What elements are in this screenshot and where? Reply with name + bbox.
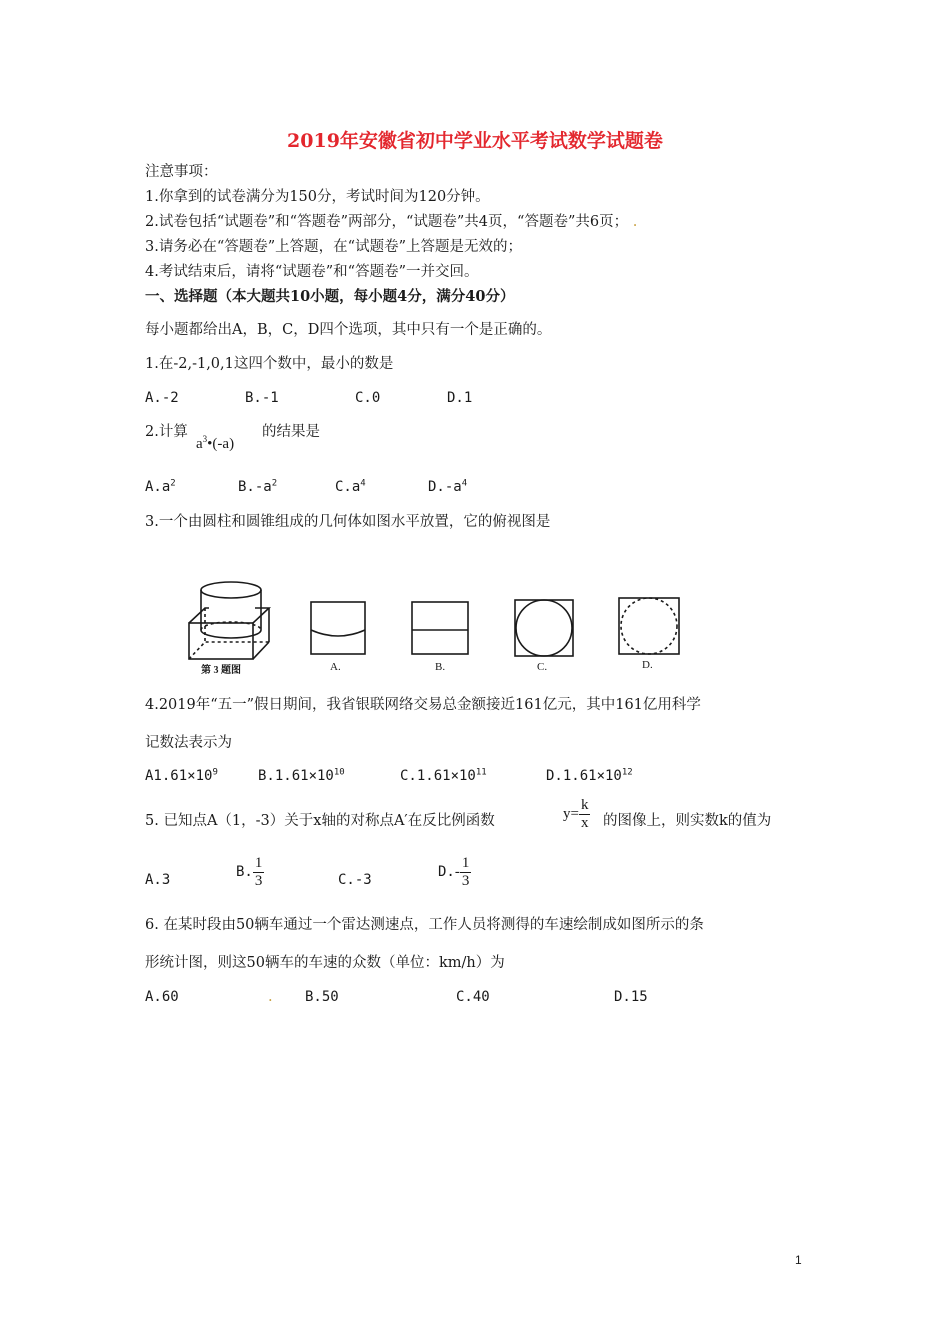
q5-option-c: C.-3 — [338, 872, 372, 888]
q4-stem-line1: 4.2019年“五一”假日期间，我省银联网络交易总金额接近161亿元，其中161亿用科学 — [145, 697, 701, 713]
q3-option-c-label: C. — [537, 661, 548, 673]
q2-option-c: $C.a^4$ — [335, 478, 366, 495]
q3-option-a-shape — [311, 602, 365, 654]
section-intro: 每小题都给出A，B，C，D四个选项，其中只有一个是正确的。 — [145, 322, 552, 338]
notice-item-3: 3.请务必在“答题卷”上答题，在“试题卷”上答题是无效的； — [145, 239, 522, 255]
q5-function: y= $\frac{k}{x}$ — [563, 797, 589, 831]
q1-stem: 1.在-2,-1,0,1这四个数中，最小的数是 — [145, 356, 394, 372]
q3-stem: 3.一个由圆柱和圆锥组成的几何体如图水平放置，它的俯视图是 — [145, 514, 551, 530]
q3-option-b-label: B. — [435, 661, 446, 673]
q2-stem-suffix: 的结果是 — [262, 424, 320, 440]
q6-option-d: D.15 — [614, 989, 648, 1005]
q3-option-d-shape — [619, 598, 679, 654]
page-title: 2019年安徽省初中学业水平考试数学试题卷 — [287, 130, 663, 152]
q6-option-c: C.40 — [456, 989, 490, 1005]
q5-option-b: B. $\frac{1}{3}$ — [236, 855, 263, 889]
stray-dot: . — [268, 989, 273, 1005]
notice-item-4: 4.考试结束后，请将“试题卷”和“答题卷”一并交回。 — [145, 264, 479, 280]
q4-option-c: $C.1.61\times 10^{11}$ — [400, 767, 487, 784]
q3-option-d-label: D. — [642, 659, 653, 671]
q6-stem-line1: 6. 在某时段由50辆车通过一个雷达测速点，工作人员将测得的车速绘制成如图所示的条 — [145, 917, 704, 933]
q6-option-b: B.50 — [305, 989, 339, 1005]
q5-stem-suffix: 的图像上，则实数k的值为 — [603, 813, 772, 829]
section-heading: 一、选择题（本大题共10小题，每小题4分，满分40分） — [145, 288, 515, 305]
q2-stem-prefix: 2.计算 — [145, 424, 188, 440]
notice-item-2: 2.试卷包括“试题卷”和“答题卷”两部分，“试题卷”共4页，“答题卷”共6页； . — [145, 214, 638, 230]
q5-option-a: A.3 — [145, 872, 171, 888]
q4-option-d: $D.1.61\times 10^{12}$ — [546, 767, 633, 784]
q3-option-c-shape — [515, 600, 573, 656]
q2-expression: $a^3•(-a)$ — [196, 434, 235, 452]
q6-option-a: A.60 — [145, 989, 179, 1005]
q6-stem-line2: 形统计图，则这50辆车的车速的众数（单位：km/h）为 — [145, 955, 505, 971]
page-number: 1 — [795, 1253, 802, 1267]
q2-option-a: $A.a^2$ — [145, 478, 176, 495]
q3-option-a-label: A. — [330, 661, 341, 673]
q3-figure — [185, 578, 705, 678]
q4-option-b: $B.1.61\times 10^{10}$ — [258, 767, 345, 784]
q4-stem-line2: 记数法表示为 — [145, 735, 232, 751]
q4-option-a: $A1.61\times 10^9$ — [145, 767, 218, 784]
q1-option-a: A.-2 — [145, 390, 179, 406]
notice-heading: 注意事项： — [145, 164, 218, 180]
q1-option-c: C.0 — [355, 390, 381, 406]
q3-figure-caption: 第 3 题图 — [201, 665, 241, 676]
q1-option-d: D.1 — [447, 390, 473, 406]
q2-option-d: $D.-a^4$ — [428, 478, 468, 495]
q3-solid-figure — [189, 582, 269, 659]
q5-stem-prefix: 5. 已知点A（1，-3）关于x轴的对称点A′在反比例函数 — [145, 813, 495, 829]
q1-option-b: B.-1 — [245, 390, 279, 406]
notice-item-1: 1.你拿到的试卷满分为150分，考试时间为120分钟。 — [145, 189, 490, 205]
q5-option-d: D.- $\frac{1}{3}$ — [438, 855, 470, 889]
q3-option-b-shape — [412, 602, 468, 654]
q2-option-b: $B.-a^2$ — [238, 478, 278, 495]
